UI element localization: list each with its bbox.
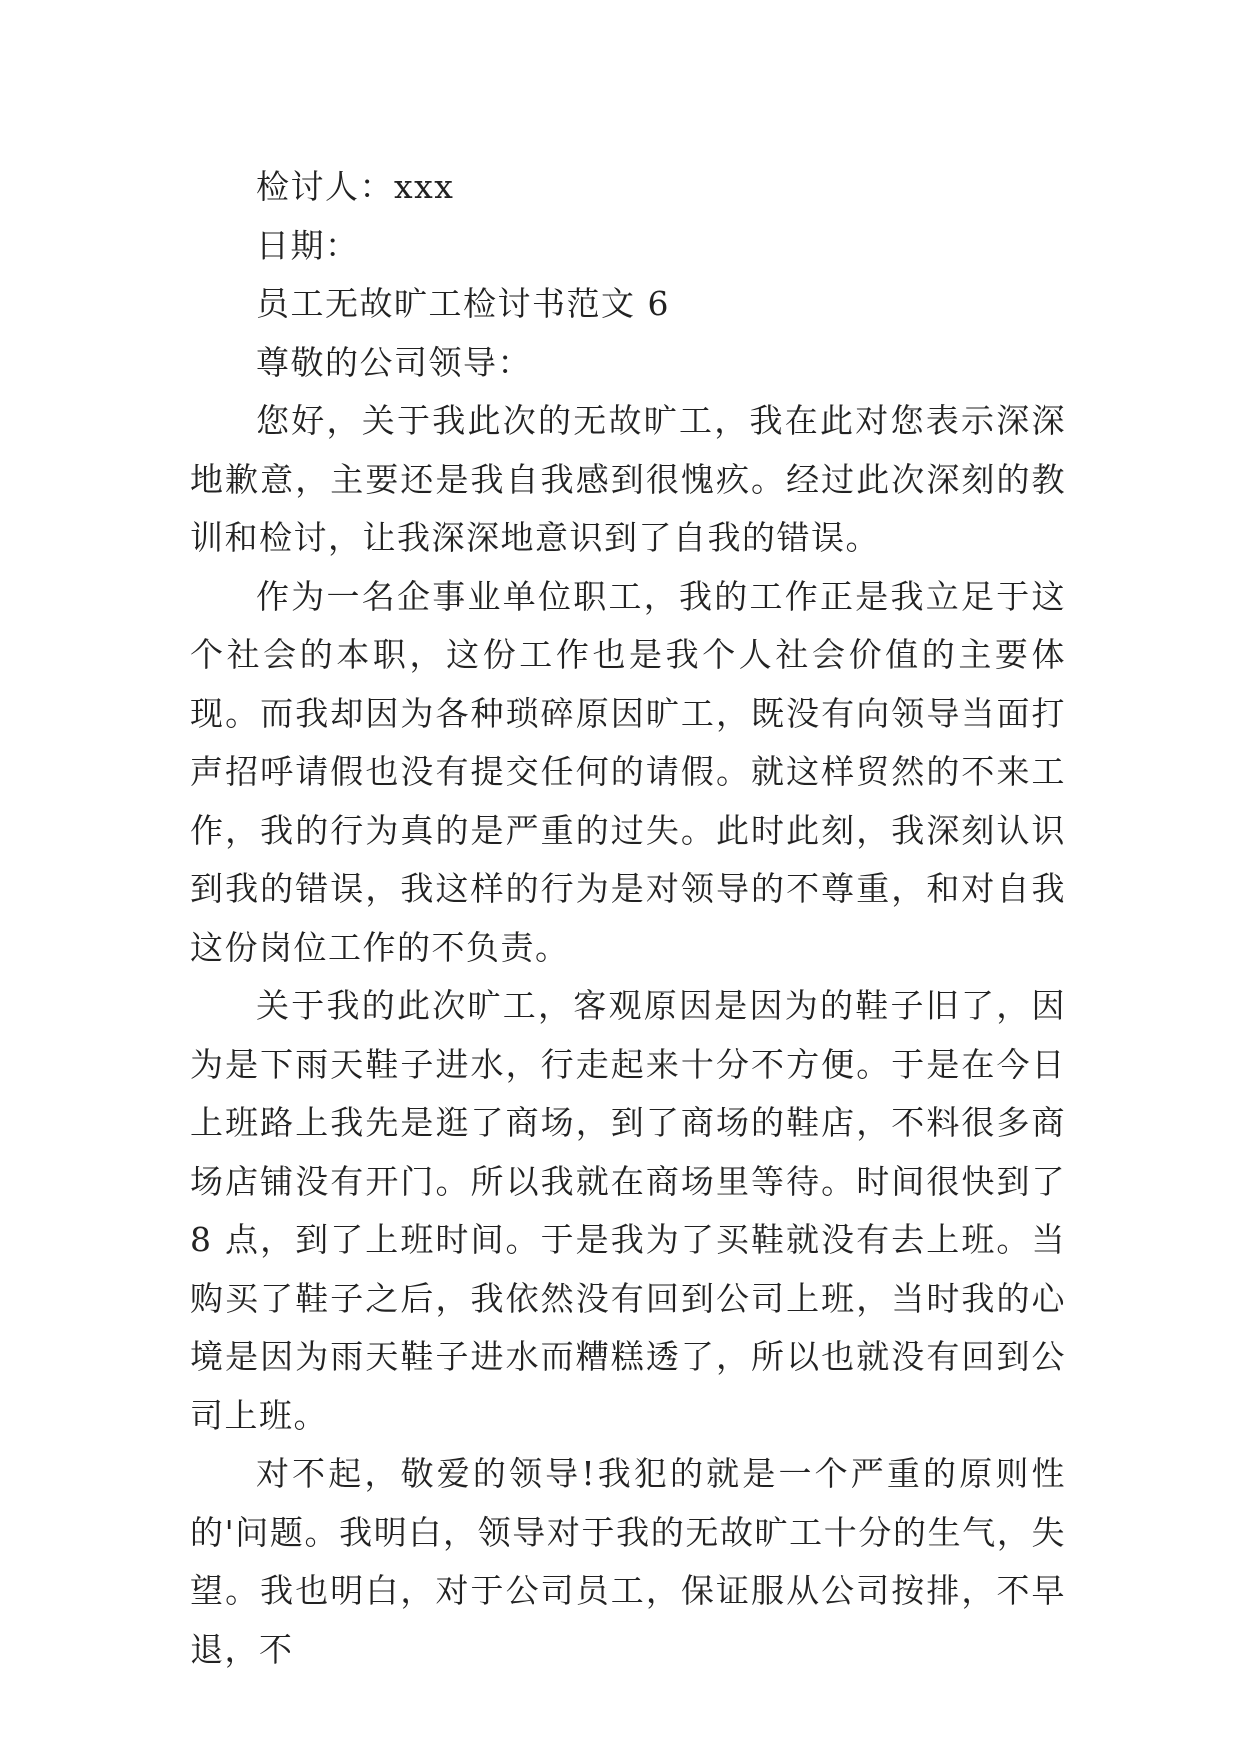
date-line: 日期： (256, 225, 360, 265)
paragraph-3: 关于我的此次旷工，客观原因是因为的鞋子旧了，因为是下雨天鞋子进水，行走起来十分不方便。于是在今日上班路上我先是逛了商场，到了商场的鞋店，不料很多商场店铺没有开门。所以我就在商场里等待。时间很快到了 8 点，到了上班时间。于是我为了买鞋就没有去上班。当购买了鞋子之后，我依然没有回到公司上班，当时我的心境是因为雨天鞋子进水而糟糕透了，所以也就没有回到公司上班。 (190, 986, 1066, 1435)
paragraph-2: 作为一名企事业单位职工，我的工作正是我立足于这个社会的本职，这份工作也是我个人社会价值的主要体现。而我却因为各种琐碎原因旷工，既没有向领导当面打声招呼请假也没有提交任何的请假。就这样贸然的不来工作，我的行为真的是严重的过失。此时此刻，我深刻认识到我的错误，我这样的行为是对领导的不尊重，和对自我这份岗位工作的不负责。 (190, 576, 1066, 967)
salutation: 尊敬的公司领导： (256, 342, 532, 382)
paragraph-4: 对不起，敬爱的领导!我犯的就是一个严重的原则性的'问题。我明白，领导对于我的无故旷工十分的生气，失望。我也明白，对于公司员工，保证服从公司按排，不早退，不 (190, 1454, 1066, 1669)
paragraph-1: 您好，关于我此次的无故旷工，我在此对您表示深深地歉意，主要还是我自我感到很愧疚。经过此次深刻的教训和检讨，让我深深地意识到了自我的错误。 (190, 401, 1066, 557)
document-title: 员工无故旷工检讨书范文 6 (256, 284, 670, 323)
reviewer-line: 检讨人：xxx (256, 167, 455, 206)
document-page (190, 158, 1066, 1679)
